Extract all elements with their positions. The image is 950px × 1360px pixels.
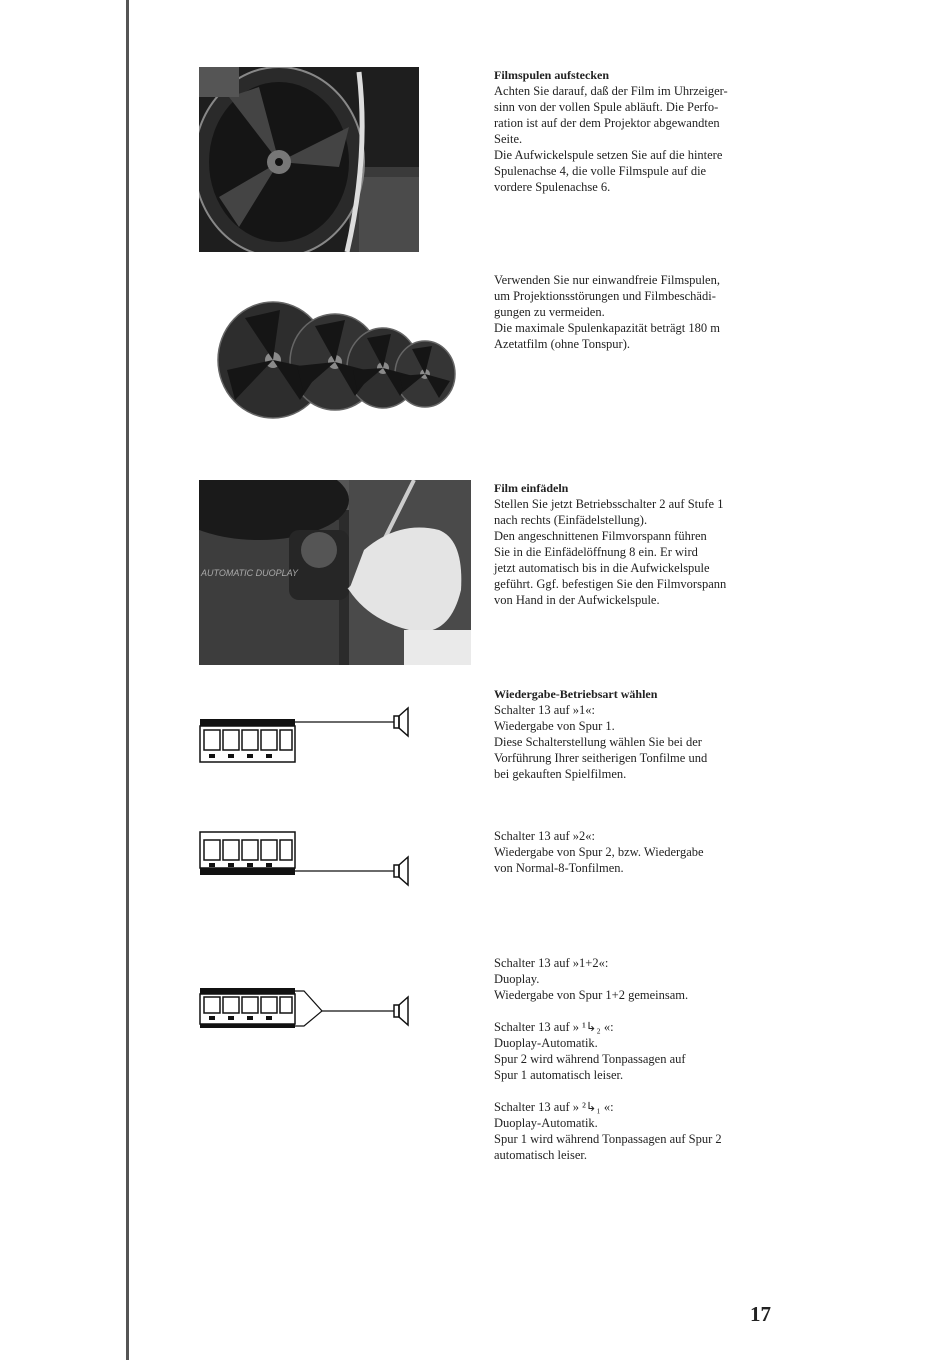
text-line: sinn von der vollen Spule abläuft. Die Perfo-: [494, 100, 719, 114]
text-line: Wiedergabe von Spur 2, bzw. Wiedergabe: [494, 845, 704, 859]
text-line: Spur 2 wird während Tonpassagen auf: [494, 1052, 686, 1066]
text-line: automatisch leiser.: [494, 1148, 588, 1162]
text-line: Seite.: [494, 132, 523, 146]
text-line: nach rechts (Einfädelstellung).: [494, 513, 648, 527]
text-line: von Normal-8-Tonfilmen.: [494, 861, 624, 875]
text-line: ration ist auf der dem Projektor abgewandten: [494, 116, 720, 130]
text-line: gungen zu vermeiden.: [494, 305, 605, 319]
section-playback-mode: [494, 686, 784, 782]
text-line: Schalter 13 auf »1+2«:: [494, 956, 609, 970]
diagram-track-1: [198, 705, 418, 772]
photo-film-reels: [205, 290, 470, 450]
text-line: Duoplay-Automatik.: [494, 1116, 598, 1130]
page-number: 17: [750, 1302, 771, 1326]
section-title: Wiedergabe-Betriebsart wählen: [494, 687, 658, 701]
text-line: Azetatfilm (ohne Tonspur).: [494, 337, 631, 351]
page-binding-edge: [126, 0, 129, 1360]
text-line: Spur 1 automatisch leiser.: [494, 1068, 624, 1082]
text-line: Diese Schalterstellung wählen Sie bei der: [494, 735, 702, 749]
diagram-duoplay: [198, 984, 418, 1039]
text-line: vordere Spulenachse 6.: [494, 180, 611, 194]
section-thread-film: [494, 480, 784, 608]
text-line: Duoplay.: [494, 972, 540, 986]
section-reel-advice: [494, 272, 784, 352]
text-line: Schalter 13 auf » ²↳₁ «:: [494, 1100, 614, 1114]
section-track-2: [494, 828, 784, 876]
diagram-track-2: [198, 828, 418, 895]
text-line: Wiedergabe von Spur 1+2 gemeinsam.: [494, 988, 689, 1002]
text-line: Wiedergabe von Spur 1.: [494, 719, 615, 733]
section-title: Film einfädeln: [494, 481, 569, 495]
section-mount-reels: [494, 67, 784, 195]
text-line: Vorführung Ihrer seitherigen Tonfilme und: [494, 751, 708, 765]
text-line: Den angeschnittenen Filmvorspann führen: [494, 529, 707, 543]
text-line: Duoplay-Automatik.: [494, 1036, 598, 1050]
text-line: Spulenachse 4, die volle Filmspule auf die: [494, 164, 707, 178]
text-line: um Projektionsstörungen und Filmbeschädi-: [494, 289, 716, 303]
text-line: Spur 1 wird während Tonpassagen auf Spur 2: [494, 1132, 722, 1146]
text-line: Stellen Sie jetzt Betriebsschalter 2 auf Stufe 1: [494, 497, 724, 511]
section-title: Filmspulen aufstecken: [494, 68, 610, 82]
text-line: Schalter 13 auf »2«:: [494, 829, 596, 843]
text-line: von Hand in der Aufwickelspule.: [494, 593, 660, 607]
text-line: Schalter 13 auf » ¹↳₂ «:: [494, 1020, 614, 1034]
photo-reel-on-projector: [199, 67, 419, 252]
photo-label: AUTOMATIC DUOPLAY: [201, 568, 299, 578]
text-line: jetzt automatisch bis in die Aufwickelspule: [494, 561, 710, 575]
text-line: bei gekauften Spielfilmen.: [494, 767, 627, 781]
section-duoplay: [494, 955, 784, 1163]
photo-threading-film: [199, 480, 471, 665]
text-line: Schalter 13 auf »1«:: [494, 703, 596, 717]
text-line: Die Aufwickelspule setzen Sie auf die hintere: [494, 148, 723, 162]
text-line: Verwenden Sie nur einwandfreie Filmspulen,: [494, 273, 720, 287]
text-line: Sie in die Einfädelöffnung 8 ein. Er wird: [494, 545, 698, 559]
text-line: geführt. Ggf. befestigen Sie den Filmvorspann: [494, 577, 727, 591]
text-line: Achten Sie darauf, daß der Film im Uhrzeiger-: [494, 84, 728, 98]
text-line: Die maximale Spulenkapazität beträgt 180 m: [494, 321, 720, 335]
